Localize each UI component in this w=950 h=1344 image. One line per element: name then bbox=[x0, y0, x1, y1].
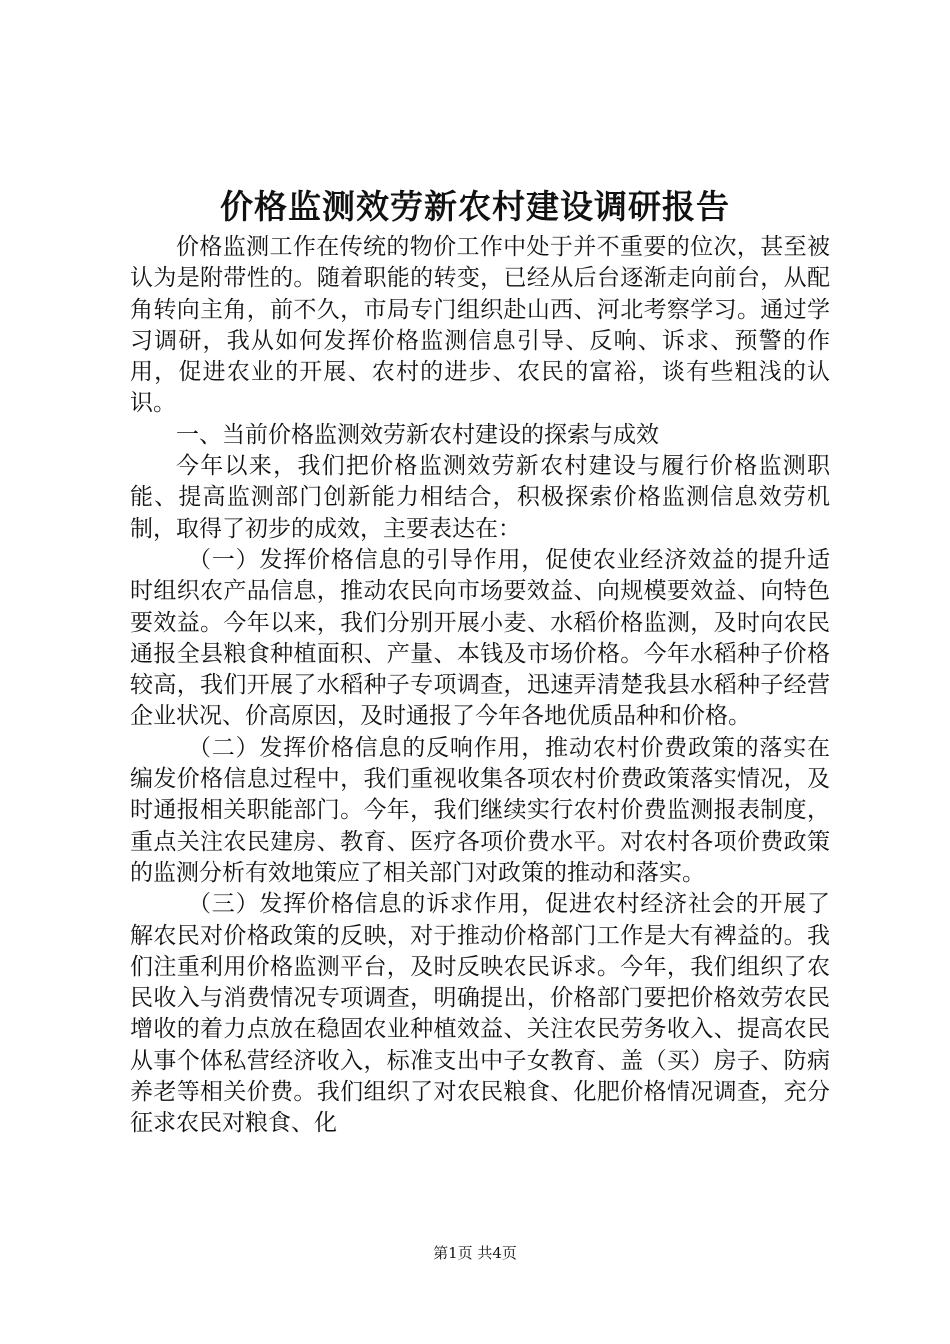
paragraph-subsection-2: （二）发挥价格信息的反响作用，推动农村价费政策的落实在编发价格信息过程中，我们重视收集各项农村价费政策落实情况，及时通报相关职能部门。今年，我们继续实行农村价费监测报表制度，重点关注农民建房、教育、医疗各项价费水平。对农村各项价费政策的监测分析有效地策应了相关部门对政策的推动和落实。 bbox=[130, 734, 830, 886]
paragraph-intro: 价格监测工作在传统的物价工作中处于并不重要的位次，甚至被认为是附带性的。随着职能的转变，已经从后台逐渐走向前台，从配角转向主角，前不久，市局专门组织赴山西、河北考察学习。通过学习调研，我从如何发挥价格监测信息引导、反响、诉求、预警的作用，促进农业的开展、农村的进步、农民的富裕，谈有些粗浅的认识。 bbox=[130, 234, 830, 417]
paragraph-subsection-1: （一）发挥价格信息的引导作用，促使农业经济效益的提升适时组织农产品信息，推动农民向市场要效益、向规模要效益、向特色要效益。今年以来，我们分别开展小麦、水稻价格监测，及时向农民通报全县粮食种植面积、产量、本钱及市场价格。今年水稻种子价格较高，我们开展了水稻种子专项调查，迅速弄清楚我县水稻种子经营企业状况、价高原因，及时通报了今年各地优质品种和价格。 bbox=[130, 546, 830, 730]
page-number-footer: 第1页 共4页 bbox=[433, 1244, 517, 1262]
document-title: 价格监测效劳新农村建设调研报告 bbox=[220, 187, 730, 226]
document-body bbox=[130, 232, 830, 1140]
paragraph-section-1: 今年以来，我们把价格监测效劳新农村建设与履行价格监测职能、提高监测部门创新能力相结合，积极探索价格监测信息效劳机制，取得了初步的成效，主要表达在： bbox=[130, 453, 830, 542]
paragraph-subsection-3: （三）发挥价格信息的诉求作用，促进农村经济社会的开展了解农民对价格政策的反映，对于推动价格部门工作是大有裨益的。我们注重利用价格监测平台，及时反映农民诉求。今年，我们组织了农民收入与消费情况专项调查，明确提出，价格部门要把价格效劳农民增收的着力点放在稳固农业种植效益、关注农民劳务收入、提高农民从事个体私营经济收入，标准支出中子女教育、盖（买）房子、防病养老等相关价费。我们组织了对农民粮食、化肥价格情况调查，充分征求农民对粮食、化 bbox=[130, 891, 830, 1137]
section-heading-1: 一、当前价格监测效劳新农村建设的探索与成效 bbox=[176, 421, 659, 448]
